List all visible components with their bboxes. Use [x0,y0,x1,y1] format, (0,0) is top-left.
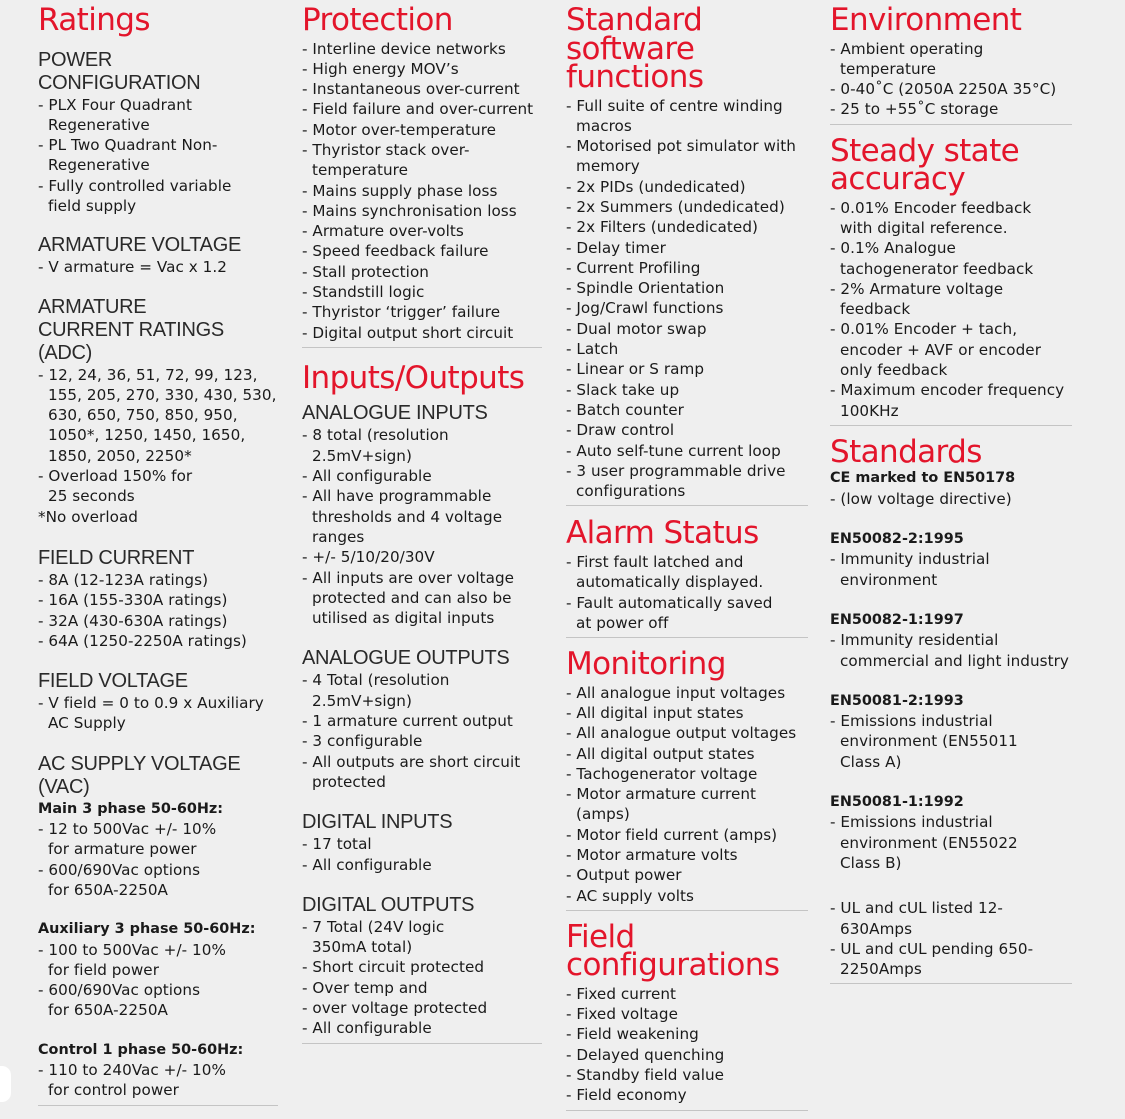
column-protection-io [302,2,542,1044]
list-item: - All outputs are short circuit protected [302,752,521,791]
section-environment [830,2,1072,125]
list-item: - Overload 150% for 25 seconds [38,467,193,506]
list-item: - Slack take up [566,380,680,399]
en50081-2-list [830,711,1072,772]
page-edge-tab [0,1066,11,1102]
list-item: - 110 to 240Vac +/- 10% for control power [38,1061,226,1100]
list-item: - 16A (155-330A ratings) [38,591,228,610]
ce-list [830,489,1072,509]
armature-voltage-heading: ARMATURE VOLTAGE [38,234,242,257]
list-item: - 12 to 500Vac +/- 10% for armature power [38,820,217,859]
ratings-title: Ratings [38,2,150,38]
armature-voltage-list [38,257,278,277]
section-alarm-status [566,515,808,638]
list-item: - Full suite of centre winding macros [566,96,783,135]
steady-state-title-line1: Steady state [830,132,1020,169]
monitoring-list [566,683,808,906]
field-configurations-list [566,984,808,1106]
list-item: - Armature over-volts [302,222,464,241]
software-title-line1: Standard software [566,2,703,67]
list-item: - Interline device networks [302,39,506,58]
list-item: - Delayed quenching [566,1045,725,1064]
list-item: - 25 to +55˚C storage [830,100,999,119]
en50082-1-label: EN50082-1:1997 [830,611,964,628]
protection-list [302,39,542,343]
en50081-1-label: EN50081-1:1992 [830,794,964,811]
column-environment [830,2,1072,984]
armature-current-list [38,365,278,507]
list-item: - Thyristor stack over-temperature [302,140,470,180]
list-item: - Current Profiling [566,258,701,277]
en50081-2-label: EN50081-2:1993 [830,692,964,709]
list-item: - Motor armature volts [566,846,738,864]
list-item: - All digital input states [566,703,744,722]
column-software [566,2,808,1111]
field-voltage-list [38,693,278,734]
list-item: - 3 user programmable drive configurations [566,461,786,501]
list-item: - 600/690Vac options for 650A-2250A [38,860,201,899]
steady-state-title [830,132,1072,198]
software-title-line2: functions [566,59,704,95]
list-item: - First fault latched and automatically displayed. [566,552,764,592]
list-item: - Ambient operating temperature [830,39,984,78]
armature-current-heading: ARMATURE CURRENT RATINGS (ADC) [38,295,224,364]
field-config-title-line2: configurations [566,947,780,984]
list-item: - All digital output states [566,744,755,763]
list-item: - Fully controlled variable field supply [38,176,232,215]
list-item: - Thyristor ‘trigger’ failure [302,303,501,322]
digital-outputs-list [302,917,542,1039]
list-item: - Over temp and [302,978,428,997]
list-item: - 8A (12-123A ratings) [38,570,209,589]
list-item: - 0.01% Encoder feedback with digital reference. [830,198,1032,237]
list-item: - 600/690Vac options for 650A-2250A [38,981,201,1020]
environment-title: Environment [830,2,1022,38]
alarm-status-list [566,552,808,633]
field-voltage-heading: FIELD VOLTAGE [38,670,188,693]
en50081-1-list [830,812,1072,873]
section-inputs-outputs [302,359,542,1044]
field-configurations-title [566,918,808,984]
list-item: - Jog/Crawl functions [566,299,724,318]
list-item: - Digital output short circuit [302,323,514,342]
column-ratings [38,2,278,1106]
monitoring-title: Monitoring [566,646,726,683]
list-item: - High energy MOV’s [302,59,459,78]
list-item: - Immunity industrial environment [830,550,990,589]
analogue-outputs-heading: ANALOGUE OUTPUTS [302,647,510,670]
software-title [566,2,808,95]
list-item: - Maximum encoder frequency 100KHz [830,381,1065,420]
protection-title: Protection [302,2,453,38]
list-item: - Motor field current (amps) [566,825,778,844]
main-supply-list [38,819,278,900]
analogue-inputs-list [302,425,542,628]
list-item: - Spindle Orientation [566,279,725,298]
list-item: - 8 total (resolution 2.5mV+sign) [302,426,449,465]
list-item: - Stall protection [302,262,429,281]
list-item: - Delay timer [566,238,666,257]
list-item: - Batch counter [566,400,684,419]
list-item: - 100 to 500Vac +/- 10% for field power [38,940,226,979]
list-item: - Fault automatically saved at power off [566,593,773,632]
ac-supply-heading: AC SUPPLY VOLTAGE (VAC) [38,752,241,798]
list-item: - AC supply volts [566,886,694,905]
list-item: - 0.01% Encoder + tach, encoder + AVF or encoder only feedback [830,320,1041,380]
list-item: - 17 total [302,835,372,854]
environment-list [830,39,1072,120]
list-item: - 32A (430-630A ratings) [38,611,228,630]
list-item: - over voltage protected [302,998,488,1017]
list-item: - Immunity residential commercial and light industry [830,631,1069,670]
digital-inputs-heading: DIGITAL INPUTS [302,811,453,834]
list-item: - Motor over-temperature [302,120,497,139]
list-item: - Tachogenerator voltage [566,764,758,783]
list-item: - UL and cUL listed 12-630Amps [830,899,1003,938]
list-item: - 64A (1250-2250A ratings) [38,631,247,650]
list-item: - Short circuit protected [302,958,485,977]
section-protection [302,2,542,348]
list-item: - Instantaneous over-current [302,80,520,99]
steady-state-list [830,198,1072,421]
no-overload-note: *No overload [38,507,139,526]
analogue-inputs-heading: ANALOGUE INPUTS [302,402,488,425]
list-item: - Linear or S ramp [566,360,705,379]
auxiliary-supply-label: Auxiliary 3 phase 50-60Hz: [38,921,256,938]
section-standards [830,433,1072,984]
en50082-2-label: EN50082-2:1995 [830,531,964,548]
list-item: - Fixed voltage [566,1005,678,1024]
list-item: - UL and cUL pending 650-2250Amps [830,939,1034,979]
list-item: - 2x PIDs (undedicated) [566,177,746,196]
list-item: - Auto self-tune current loop [566,441,781,460]
inputs-outputs-title: Inputs/Outputs [302,359,525,396]
list-item: - All inputs are over voltage protected and can also be utilised as digital inputs [302,568,515,628]
list-item: - 12, 24, 36, 51, 72, 99, 123, 155, 205, 270, 330, 430, 530, 630, 650, 750, 850, 950, 1050*, 1250, 1450, 1650, 1850, 2050, 2250* [38,365,277,465]
list-item: - Speed feedback failure [302,242,489,261]
digital-inputs-list [302,834,542,875]
list-item: - V field = 0 to 0.9 x Auxiliary AC Supply [38,694,264,733]
power-configuration-heading: POWER CONFIGURATION [38,48,201,94]
list-item: - All configurable [302,1019,432,1038]
alarm-status-title: Alarm Status [566,515,759,552]
list-item: - Field weakening [566,1025,699,1044]
list-item: - Field economy [566,1086,687,1105]
list-item: - All analogue input voltages [566,683,786,702]
power-configuration-list [38,95,278,217]
list-item: - 0-40˚C (2050A 2250A 35°C) [830,80,1057,99]
digital-outputs-heading: DIGITAL OUTPUTS [302,893,475,916]
standards-title: Standards [830,433,982,470]
steady-state-title-line2: accuracy [830,161,966,198]
list-item: - V armature = Vac x 1.2 [38,258,227,277]
list-item: - Dual motor swap [566,319,707,338]
section-field-configurations [566,918,808,1111]
list-item: - All configurable [302,467,432,486]
ce-marked-label: CE marked to EN50178 [830,470,1016,487]
list-item: - Standstill logic [302,283,425,302]
control-supply-label: Control 1 phase 50-60Hz: [38,1041,244,1058]
list-item: - Standby field value [566,1066,725,1085]
list-item: - Motorised pot simulator with memory [566,137,796,176]
list-item: - PLX Four Quadrant Regenerative [38,95,192,134]
control-supply-list [38,1060,278,1101]
list-item: - Mains synchronisation loss [302,201,517,220]
field-config-title-line1: Field [566,918,635,955]
list-item: - Emissions industrial environment (EN55011 Class A) [830,712,1018,771]
list-item: - 2x Filters (undedicated) [566,218,758,237]
ul-listing-list [830,898,1072,979]
auxiliary-supply-list [38,940,278,1021]
section-steady-state-accuracy [830,132,1072,426]
en50082-2-list [830,549,1072,590]
list-item: - 0.1% Analogue tachogenerator feedback [830,239,1034,278]
list-item: - 3 configurable [302,732,423,751]
field-current-heading: FIELD CURRENT [38,546,195,569]
list-item: - Motor armature current (amps) [566,785,757,824]
en50082-1-list [830,630,1072,671]
analogue-outputs-list [302,670,542,792]
software-list [566,96,808,502]
section-ratings [38,2,278,1106]
section-software-functions [566,2,808,506]
list-item: - All have programmable thresholds and 4 voltage ranges [302,487,503,546]
list-item: - Output power [566,866,682,885]
list-item: - All analogue output voltages [566,724,797,743]
section-monitoring [566,646,808,911]
list-item: - PL Two Quadrant Non-Regenerative [38,136,218,175]
main-supply-label: Main 3 phase 50-60Hz: [38,800,224,817]
list-item: - Fixed current [566,984,677,1003]
list-item: - +/- 5/10/20/30V [302,548,435,567]
list-item: - Field failure and over-current [302,100,534,119]
list-item: - 1 armature current output [302,712,513,731]
list-item: - Emissions industrial environment (EN55022 Class B) [830,813,1018,872]
list-item: - 7 Total (24V logic 350mA total) [302,917,445,957]
list-item: - All configurable [302,855,432,874]
list-item: - 2% Armature voltage feedback [830,279,1004,319]
field-current-list [38,570,278,651]
list-item: - Draw control [566,421,675,440]
list-item: - Mains supply phase loss [302,181,498,200]
list-item: - 2x Summers (undedicated) [566,197,785,216]
list-item: - (low voltage directive) [830,489,1012,508]
list-item: - Latch [566,340,619,359]
list-item: - 4 Total (resolution 2.5mV+sign) [302,671,450,710]
